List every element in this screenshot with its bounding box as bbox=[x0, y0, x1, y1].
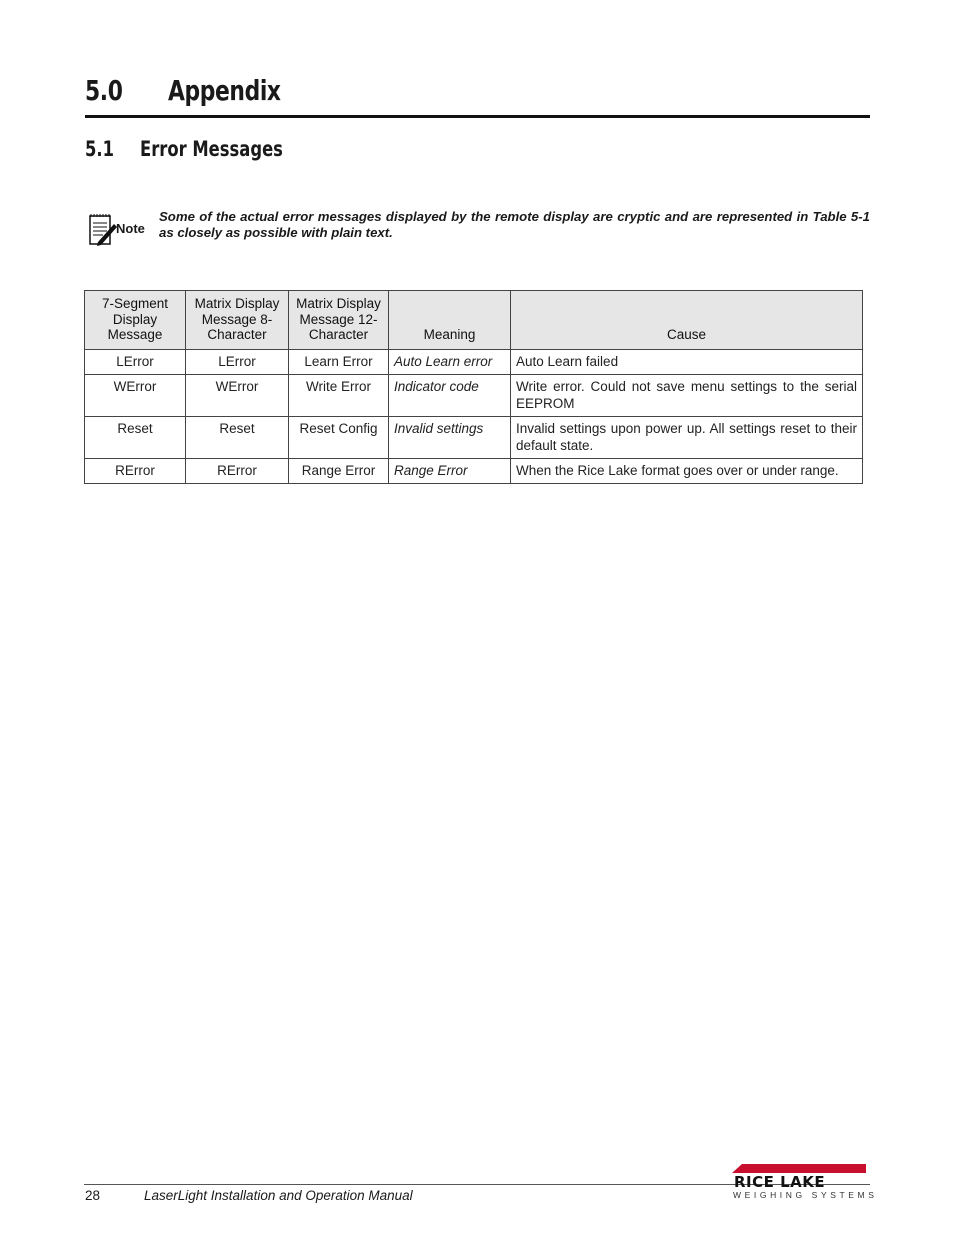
header-7-segment: 7-Segment Display Message bbox=[85, 291, 186, 350]
chapter-title: Appendix bbox=[168, 74, 281, 107]
cell-meaning: Indicator code bbox=[389, 374, 511, 416]
header-matrix-12-char: Matrix Display Message 12-Character bbox=[289, 291, 389, 350]
cell-8-char: RError bbox=[186, 458, 289, 483]
chapter-rule bbox=[85, 115, 870, 118]
section-number: 5.1 bbox=[85, 137, 115, 161]
cell-12-char: Range Error bbox=[289, 458, 389, 483]
cell-12-char: Learn Error bbox=[289, 349, 389, 374]
note-text: Some of the actual error messages displayed by the remote display are cryptic and are represented in Table 5-1 as closely as possible with plain text. bbox=[159, 209, 870, 240]
cell-8-char: WError bbox=[186, 374, 289, 416]
table-row bbox=[85, 349, 863, 374]
footer-title: LaserLight Installation and Operation Manual bbox=[144, 1188, 413, 1203]
cell-7-segment: LError bbox=[85, 349, 186, 374]
table-row bbox=[85, 374, 863, 416]
footer-page-number: 28 bbox=[85, 1188, 101, 1203]
cell-cause: Auto Learn failed bbox=[511, 349, 863, 374]
header-cause: Cause bbox=[511, 291, 863, 350]
cell-8-char: LError bbox=[186, 349, 289, 374]
cell-meaning: Invalid settings bbox=[389, 416, 511, 458]
cell-7-segment: Reset bbox=[85, 416, 186, 458]
cell-cause: Invalid settings upon power up. All settings reset to their default state. bbox=[511, 416, 863, 458]
error-messages-table bbox=[84, 290, 863, 484]
cell-12-char: Write Error bbox=[289, 374, 389, 416]
logo-subtext: WEIGHING SYSTEMS bbox=[733, 1190, 878, 1200]
cell-12-char: Reset Config bbox=[289, 416, 389, 458]
section-title: Error Messages bbox=[140, 137, 283, 161]
header-matrix-8-char: Matrix Display Message 8-Character bbox=[186, 291, 289, 350]
cell-8-char: Reset bbox=[186, 416, 289, 458]
cell-meaning: Range Error bbox=[389, 458, 511, 483]
cell-7-segment: RError bbox=[85, 458, 186, 483]
note-label: Note bbox=[116, 221, 145, 236]
chapter-number: 5.0 bbox=[85, 74, 123, 107]
header-meaning: Meaning bbox=[389, 291, 511, 350]
cell-7-segment: WError bbox=[85, 374, 186, 416]
table-row bbox=[85, 416, 863, 458]
table-row bbox=[85, 458, 863, 483]
cell-cause: When the Rice Lake format goes over or under range. bbox=[511, 458, 863, 483]
logo-wordmark: RICE LAKE bbox=[734, 1173, 826, 1191]
cell-cause: Write error. Could not save menu settings to the serial EEPROM bbox=[511, 374, 863, 416]
table-header-row bbox=[85, 291, 863, 350]
cell-meaning: Auto Learn error bbox=[389, 349, 511, 374]
